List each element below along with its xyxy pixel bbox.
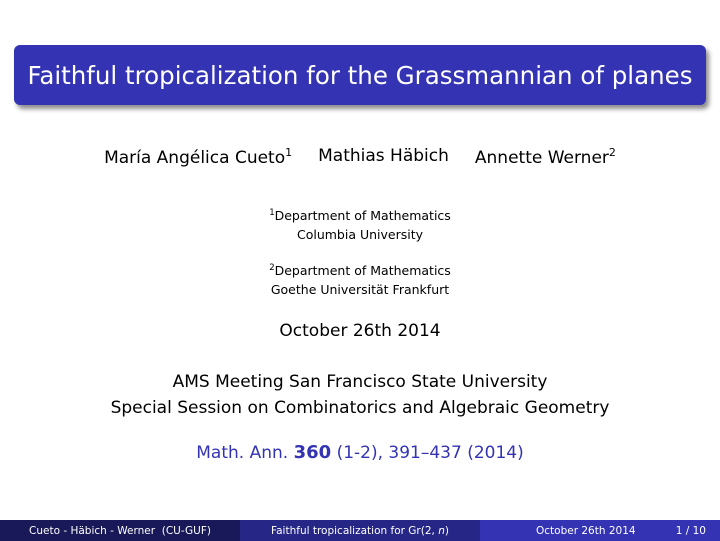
author-werner: Annette Werner$^2$ xyxy=(474,146,616,168)
footer-date: October 26th 2014 xyxy=(536,524,636,537)
affiliation-2: $^2$Department of Mathematics Goethe Universität Frankfurt xyxy=(269,263,451,297)
affiliation-1: $^1$Department of Mathematics Columbia University xyxy=(269,208,451,242)
author-habich: Mathias Häbich xyxy=(318,146,449,166)
footer-title: Faithful tropicalization for Gr(2, n ) xyxy=(240,520,480,541)
footer-page-number: 1 / 10 xyxy=(675,524,706,537)
slide-title: Faithful tropicalization for the Grassmannian of planes xyxy=(27,60,693,90)
footer-authors: Cueto - Häbich - Werner (CU-GUF) xyxy=(0,520,240,541)
authors-row xyxy=(0,146,720,168)
title-banner xyxy=(14,45,706,105)
footer-date-page xyxy=(480,520,720,541)
talk-date: October 26th 2014 xyxy=(279,321,441,341)
author-cueto: María Angélica Cueto$^1$ xyxy=(104,146,293,168)
event-line-2: Special Session on Combinatorics and Algebraic Geometry xyxy=(110,398,610,418)
journal-reference[interactable]: Math. Ann. 360 (1-2), 391–437 (2014) xyxy=(196,442,524,463)
event-info xyxy=(0,369,720,421)
event-line-1: AMS Meeting San Francisco State University xyxy=(172,372,548,392)
footer-bar xyxy=(0,520,720,541)
